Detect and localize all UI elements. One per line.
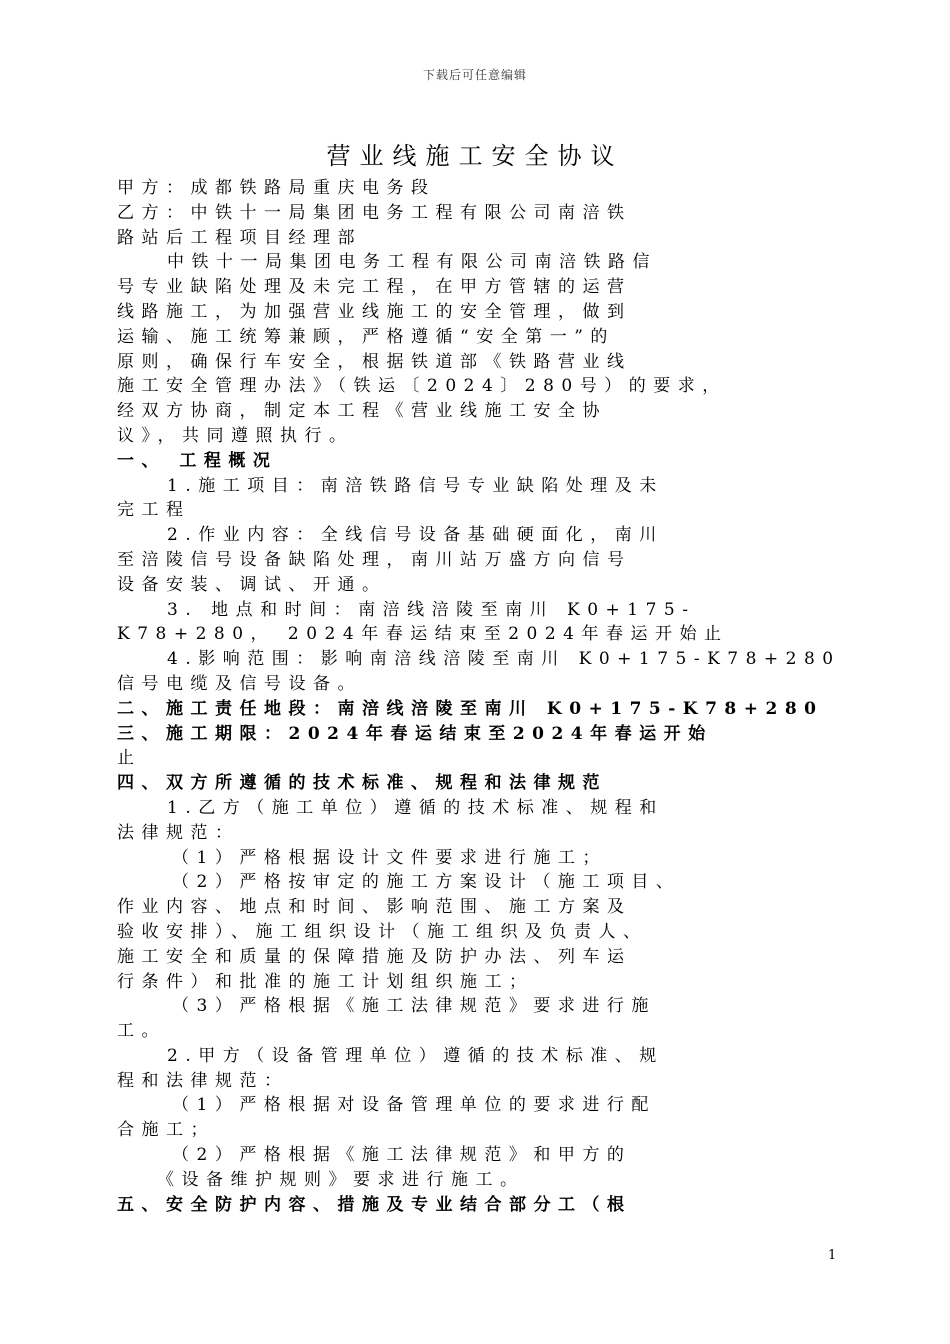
document-body — [117, 176, 841, 1217]
text-line: 完工程 — [117, 500, 191, 521]
text-line: （2）严格按审定的施工方案设计（施工项目、 — [172, 872, 681, 893]
text-line: （3）严格根据《施工法律规范》要求进行施 — [172, 996, 656, 1017]
text-line: 信号电缆及信号设备。 — [117, 673, 362, 694]
text-line: 号专业缺陷处理及未完工程，在甲方管辖的运营 — [117, 277, 632, 298]
text-line: 作业内容、地点和时间、影响范围、施工方案及 — [117, 897, 632, 918]
text-line: 验收安排）、施工组织设计（施工组织及负责人、 — [117, 921, 648, 942]
section-heading-line: 三、施工期限：2024年春运结束至2024年春运开始 — [117, 723, 713, 744]
text-line: 4.影响范围：影响南涪线涪陵至南川 K0+175-K78+280 — [167, 649, 841, 670]
text-line: K78+280， 2024年春运结束至2024年春运开始止 — [117, 624, 729, 645]
text-line: 2.甲方（设备管理单位）遵循的技术标准、规 — [167, 1045, 664, 1066]
text-line: 设备安装、调试、开通。 — [117, 574, 387, 595]
text-line: 2.作业内容：全线信号设备基础硬面化，南川 — [167, 525, 664, 546]
text-line: 1.乙方（施工单位）遵循的技术标准、规程和 — [167, 797, 664, 818]
text-line: 乙方：中铁十一局集团电务工程有限公司南涪铁 — [117, 202, 632, 223]
text-line: 施工安全管理办法》（铁运〔2024〕280号）的要求， — [117, 376, 727, 397]
text-line: 行条件）和批准的施工计划组织施工； — [117, 971, 534, 992]
document-title: 营业线施工安全协议 — [326, 142, 624, 170]
text-line: 工。 — [117, 1021, 166, 1042]
section-heading-line: 一、 工程概况 — [117, 450, 278, 471]
text-line: 运输、施工统筹兼顾，严格遵循“安全第一”的 — [117, 326, 615, 347]
section-heading-line: 二、施工责任地段：南涪线涪陵至南川 K0+175-K78+280 — [117, 698, 824, 719]
text-line: 施工安全和质量的保障措施及防护办法、列车运 — [117, 946, 632, 967]
page-header: 下载后可任意编辑 — [422, 68, 527, 82]
text-line: 经双方协商，制定本工程《营业线施工安全协 — [117, 401, 607, 422]
section-heading-line: 四、双方所遵循的技术标准、规程和法律规范 — [117, 773, 607, 794]
section-heading-line: 五、安全防护内容、措施及专业结合部分工（根 — [117, 1194, 632, 1215]
text-line: 中铁十一局集团电务工程有限公司南涪铁路信 — [167, 252, 657, 273]
text-line: （2）严格根据《施工法律规范》和甲方的 — [172, 1145, 632, 1166]
text-line: 止 — [117, 748, 142, 769]
text-line: 线路施工，为加强营业线施工的安全管理，做到 — [117, 301, 632, 322]
text-line: 至涪陵信号设备缺陷处理，南川站万盛方向信号 — [117, 549, 632, 570]
text-line: 1.施工项目：南涪铁路信号专业缺陷处理及未 — [167, 475, 664, 496]
page-number: 1 — [828, 1248, 837, 1263]
text-line: 原则，确保行车安全，根据铁道部《铁路营业线 — [117, 351, 632, 372]
text-line: 合施工； — [117, 1120, 215, 1141]
text-line: 议》，共同遵照执行。 — [117, 425, 354, 446]
text-line: 《设备维护规则》要求进行施工。 — [157, 1169, 525, 1190]
text-line: （1）严格根据设计文件要求进行施工； — [172, 847, 607, 868]
text-line: 甲方：成都铁路局重庆电务段 — [117, 178, 436, 198]
text-line: 程和法律规范： — [117, 1070, 289, 1091]
text-line: 路站后工程项目经理部 — [117, 227, 362, 248]
text-line: 3. 地点和时间：南涪线涪陵至南川 K0+175- — [167, 599, 696, 620]
text-line: （1）严格根据对设备管理单位的要求进行配 — [172, 1095, 656, 1116]
text-line: 法律规范： — [117, 822, 240, 843]
